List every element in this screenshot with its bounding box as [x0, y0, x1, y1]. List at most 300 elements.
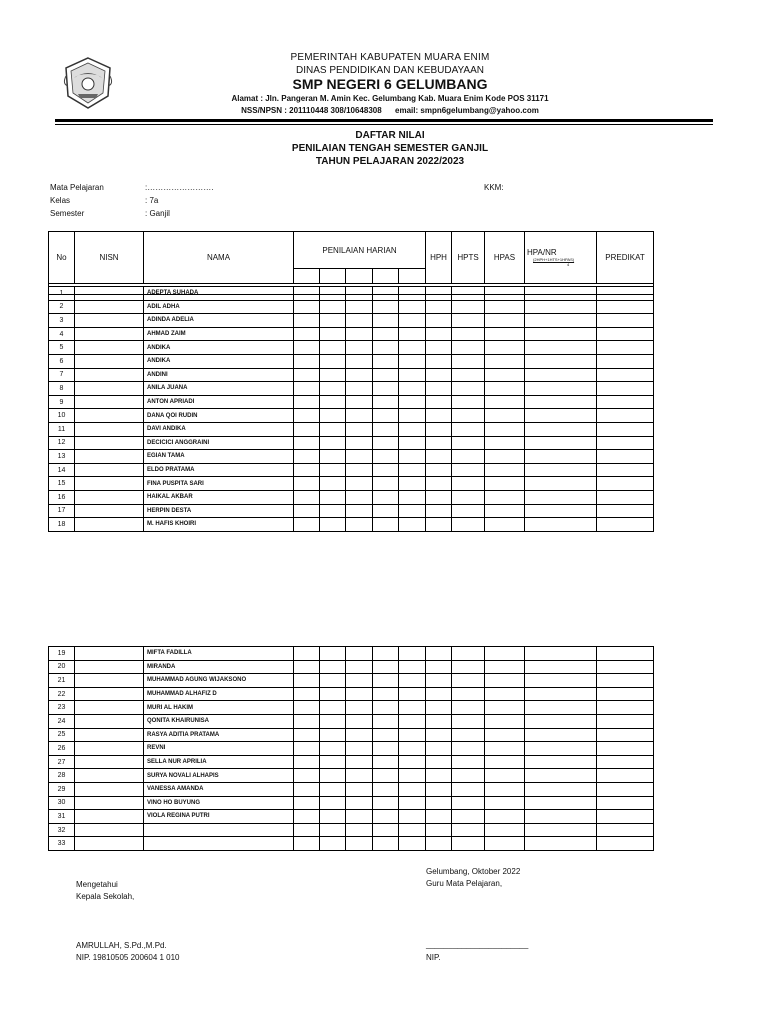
ph-2-cell[interactable]: [320, 660, 346, 674]
ph-2-cell[interactable]: [320, 782, 346, 796]
hpas-cell[interactable]: [485, 504, 525, 518]
ph-4-cell[interactable]: [373, 368, 399, 382]
ph-3-cell[interactable]: [346, 796, 373, 810]
ph-4-cell[interactable]: [373, 701, 399, 715]
hpts-cell[interactable]: [452, 647, 485, 661]
predikat-cell[interactable]: [597, 701, 654, 715]
ph-4-cell[interactable]: [373, 796, 399, 810]
hpa-nr-cell[interactable]: [525, 436, 597, 450]
predikat-cell[interactable]: [597, 714, 654, 728]
hph-cell[interactable]: [426, 742, 452, 756]
hpa-nr-cell[interactable]: [525, 477, 597, 491]
ph-5-cell[interactable]: [399, 490, 426, 504]
predikat-cell[interactable]: [597, 490, 654, 504]
ph-5-cell[interactable]: [399, 422, 426, 436]
ph-3-cell[interactable]: [346, 728, 373, 742]
nisn-cell[interactable]: [75, 518, 144, 532]
ph-3-cell[interactable]: [346, 395, 373, 409]
ph-3-cell[interactable]: [346, 714, 373, 728]
nisn-cell[interactable]: [75, 354, 144, 368]
hpa-nr-cell[interactable]: [525, 504, 597, 518]
hph-cell[interactable]: [426, 287, 452, 301]
hpts-cell[interactable]: [452, 395, 485, 409]
ph-4-cell[interactable]: [373, 450, 399, 464]
predikat-cell[interactable]: [597, 687, 654, 701]
ph-5-cell[interactable]: [399, 382, 426, 396]
predikat-cell[interactable]: [597, 518, 654, 532]
ph-5-cell[interactable]: [399, 450, 426, 464]
ph-4-cell[interactable]: [373, 477, 399, 491]
hpas-cell[interactable]: [485, 287, 525, 301]
ph-2-cell[interactable]: [320, 287, 346, 301]
ph-2-cell[interactable]: [320, 714, 346, 728]
hpts-cell[interactable]: [452, 287, 485, 301]
ph-3-cell[interactable]: [346, 477, 373, 491]
hph-cell[interactable]: [426, 837, 452, 851]
ph-5-cell[interactable]: [399, 395, 426, 409]
ph-3-cell[interactable]: [346, 327, 373, 341]
hpa-nr-cell[interactable]: [525, 796, 597, 810]
hpa-nr-cell[interactable]: [525, 368, 597, 382]
ph-5-cell[interactable]: [399, 701, 426, 715]
ph-3-cell[interactable]: [346, 490, 373, 504]
ph-1-cell[interactable]: [294, 810, 320, 824]
hph-cell[interactable]: [426, 687, 452, 701]
ph-1-cell[interactable]: [294, 687, 320, 701]
ph-2-cell[interactable]: [320, 701, 346, 715]
hph-cell[interactable]: [426, 518, 452, 532]
ph-4-cell[interactable]: [373, 647, 399, 661]
predikat-cell[interactable]: [597, 327, 654, 341]
ph-3-cell[interactable]: [346, 422, 373, 436]
hpas-cell[interactable]: [485, 647, 525, 661]
hpas-cell[interactable]: [485, 354, 525, 368]
ph-3-cell[interactable]: [346, 300, 373, 314]
nisn-cell[interactable]: [75, 409, 144, 423]
nisn-cell[interactable]: [75, 687, 144, 701]
hpas-cell[interactable]: [485, 687, 525, 701]
hpts-cell[interactable]: [452, 782, 485, 796]
ph-3-cell[interactable]: [346, 382, 373, 396]
nisn-cell[interactable]: [75, 287, 144, 301]
hpas-cell[interactable]: [485, 674, 525, 688]
ph-3-cell[interactable]: [346, 518, 373, 532]
ph-2-cell[interactable]: [320, 837, 346, 851]
ph-3-cell[interactable]: [346, 436, 373, 450]
ph-1-cell[interactable]: [294, 714, 320, 728]
hpa-nr-cell[interactable]: [525, 395, 597, 409]
hpts-cell[interactable]: [452, 382, 485, 396]
hph-cell[interactable]: [426, 728, 452, 742]
hpts-cell[interactable]: [452, 463, 485, 477]
hpa-nr-cell[interactable]: [525, 327, 597, 341]
ph-1-cell[interactable]: [294, 463, 320, 477]
predikat-cell[interactable]: [597, 837, 654, 851]
ph-5-cell[interactable]: [399, 354, 426, 368]
hpa-nr-cell[interactable]: [525, 463, 597, 477]
hpas-cell[interactable]: [485, 300, 525, 314]
hpa-nr-cell[interactable]: [525, 823, 597, 837]
nisn-cell[interactable]: [75, 422, 144, 436]
ph-2-cell[interactable]: [320, 742, 346, 756]
predikat-cell[interactable]: [597, 341, 654, 355]
hpa-nr-cell[interactable]: [525, 422, 597, 436]
hpas-cell[interactable]: [485, 742, 525, 756]
hpts-cell[interactable]: [452, 300, 485, 314]
ph-5-cell[interactable]: [399, 810, 426, 824]
ph-1-cell[interactable]: [294, 287, 320, 301]
ph-3-cell[interactable]: [346, 742, 373, 756]
nisn-cell[interactable]: [75, 477, 144, 491]
hpa-nr-cell[interactable]: [525, 714, 597, 728]
hpts-cell[interactable]: [452, 368, 485, 382]
predikat-cell[interactable]: [597, 450, 654, 464]
ph-1-cell[interactable]: [294, 674, 320, 688]
hpas-cell[interactable]: [485, 490, 525, 504]
ph-1-cell[interactable]: [294, 660, 320, 674]
hpas-cell[interactable]: [485, 660, 525, 674]
ph-2-cell[interactable]: [320, 490, 346, 504]
ph-2-cell[interactable]: [320, 382, 346, 396]
hpa-nr-cell[interactable]: [525, 354, 597, 368]
ph-3-cell[interactable]: [346, 837, 373, 851]
hpts-cell[interactable]: [452, 701, 485, 715]
ph-5-cell[interactable]: [399, 327, 426, 341]
nisn-cell[interactable]: [75, 755, 144, 769]
ph-4-cell[interactable]: [373, 314, 399, 328]
ph-2-cell[interactable]: [320, 436, 346, 450]
ph-4-cell[interactable]: [373, 674, 399, 688]
ph-1-cell[interactable]: [294, 368, 320, 382]
hph-cell[interactable]: [426, 796, 452, 810]
ph-1-cell[interactable]: [294, 647, 320, 661]
ph-1-cell[interactable]: [294, 341, 320, 355]
ph-2-cell[interactable]: [320, 477, 346, 491]
nisn-cell[interactable]: [75, 837, 144, 851]
hpts-cell[interactable]: [452, 504, 485, 518]
ph-4-cell[interactable]: [373, 518, 399, 532]
ph-5-cell[interactable]: [399, 714, 426, 728]
ph-3-cell[interactable]: [346, 782, 373, 796]
ph-4-cell[interactable]: [373, 837, 399, 851]
hpts-cell[interactable]: [452, 823, 485, 837]
ph-5-cell[interactable]: [399, 755, 426, 769]
hph-cell[interactable]: [426, 450, 452, 464]
predikat-cell[interactable]: [597, 354, 654, 368]
hpts-cell[interactable]: [452, 436, 485, 450]
predikat-cell[interactable]: [597, 477, 654, 491]
ph-4-cell[interactable]: [373, 504, 399, 518]
hph-cell[interactable]: [426, 782, 452, 796]
ph-5-cell[interactable]: [399, 463, 426, 477]
ph-1-cell[interactable]: [294, 796, 320, 810]
ph-4-cell[interactable]: [373, 354, 399, 368]
ph-2-cell[interactable]: [320, 422, 346, 436]
ph-5-cell[interactable]: [399, 504, 426, 518]
hph-cell[interactable]: [426, 354, 452, 368]
ph-5-cell[interactable]: [399, 823, 426, 837]
hpa-nr-cell[interactable]: [525, 769, 597, 783]
predikat-cell[interactable]: [597, 436, 654, 450]
ph-1-cell[interactable]: [294, 354, 320, 368]
hpa-nr-cell[interactable]: [525, 782, 597, 796]
hpas-cell[interactable]: [485, 409, 525, 423]
ph-2-cell[interactable]: [320, 395, 346, 409]
hpa-nr-cell[interactable]: [525, 518, 597, 532]
ph-5-cell[interactable]: [399, 674, 426, 688]
nisn-cell[interactable]: [75, 382, 144, 396]
hpas-cell[interactable]: [485, 382, 525, 396]
hpa-nr-cell[interactable]: [525, 300, 597, 314]
hpa-nr-cell[interactable]: [525, 490, 597, 504]
ph-4-cell[interactable]: [373, 490, 399, 504]
hpts-cell[interactable]: [452, 755, 485, 769]
ph-2-cell[interactable]: [320, 314, 346, 328]
nisn-cell[interactable]: [75, 314, 144, 328]
ph-3-cell[interactable]: [346, 341, 373, 355]
hpts-cell[interactable]: [452, 810, 485, 824]
nisn-cell[interactable]: [75, 728, 144, 742]
predikat-cell[interactable]: [597, 674, 654, 688]
hpas-cell[interactable]: [485, 450, 525, 464]
ph-2-cell[interactable]: [320, 409, 346, 423]
predikat-cell[interactable]: [597, 742, 654, 756]
predikat-cell[interactable]: [597, 810, 654, 824]
ph-1-cell[interactable]: [294, 837, 320, 851]
hpas-cell[interactable]: [485, 327, 525, 341]
ph-3-cell[interactable]: [346, 409, 373, 423]
ph-4-cell[interactable]: [373, 287, 399, 301]
ph-4-cell[interactable]: [373, 422, 399, 436]
hpa-nr-cell[interactable]: [525, 674, 597, 688]
ph-2-cell[interactable]: [320, 728, 346, 742]
ph-2-cell[interactable]: [320, 354, 346, 368]
hpa-nr-cell[interactable]: [525, 409, 597, 423]
ph-4-cell[interactable]: [373, 436, 399, 450]
predikat-cell[interactable]: [597, 463, 654, 477]
ph-5-cell[interactable]: [399, 341, 426, 355]
predikat-cell[interactable]: [597, 422, 654, 436]
hpts-cell[interactable]: [452, 518, 485, 532]
hpts-cell[interactable]: [452, 837, 485, 851]
hph-cell[interactable]: [426, 382, 452, 396]
hph-cell[interactable]: [426, 463, 452, 477]
nisn-cell[interactable]: [75, 463, 144, 477]
predikat-cell[interactable]: [597, 504, 654, 518]
hpa-nr-cell[interactable]: [525, 810, 597, 824]
predikat-cell[interactable]: [597, 755, 654, 769]
ph-2-cell[interactable]: [320, 300, 346, 314]
hph-cell[interactable]: [426, 300, 452, 314]
ph-3-cell[interactable]: [346, 687, 373, 701]
predikat-cell[interactable]: [597, 382, 654, 396]
ph-3-cell[interactable]: [346, 314, 373, 328]
hpas-cell[interactable]: [485, 463, 525, 477]
hpa-nr-cell[interactable]: [525, 701, 597, 715]
ph-1-cell[interactable]: [294, 450, 320, 464]
predikat-cell[interactable]: [597, 368, 654, 382]
ph-1-cell[interactable]: [294, 742, 320, 756]
ph-5-cell[interactable]: [399, 368, 426, 382]
hpas-cell[interactable]: [485, 701, 525, 715]
ph-5-cell[interactable]: [399, 436, 426, 450]
ph-5-cell[interactable]: [399, 796, 426, 810]
ph-5-cell[interactable]: [399, 409, 426, 423]
ph-2-cell[interactable]: [320, 674, 346, 688]
ph-3-cell[interactable]: [346, 368, 373, 382]
ph-1-cell[interactable]: [294, 422, 320, 436]
predikat-cell[interactable]: [597, 647, 654, 661]
hph-cell[interactable]: [426, 422, 452, 436]
ph-1-cell[interactable]: [294, 409, 320, 423]
hpa-nr-cell[interactable]: [525, 287, 597, 301]
nisn-cell[interactable]: [75, 490, 144, 504]
ph-2-cell[interactable]: [320, 518, 346, 532]
hph-cell[interactable]: [426, 477, 452, 491]
hpts-cell[interactable]: [452, 409, 485, 423]
hpas-cell[interactable]: [485, 796, 525, 810]
hpas-cell[interactable]: [485, 728, 525, 742]
hpas-cell[interactable]: [485, 395, 525, 409]
ph-1-cell[interactable]: [294, 782, 320, 796]
ph-3-cell[interactable]: [346, 769, 373, 783]
ph-1-cell[interactable]: [294, 518, 320, 532]
ph-1-cell[interactable]: [294, 701, 320, 715]
predikat-cell[interactable]: [597, 300, 654, 314]
hph-cell[interactable]: [426, 647, 452, 661]
nisn-cell[interactable]: [75, 647, 144, 661]
ph-2-cell[interactable]: [320, 327, 346, 341]
nisn-cell[interactable]: [75, 674, 144, 688]
ph-2-cell[interactable]: [320, 341, 346, 355]
hph-cell[interactable]: [426, 409, 452, 423]
ph-5-cell[interactable]: [399, 782, 426, 796]
ph-1-cell[interactable]: [294, 769, 320, 783]
ph-2-cell[interactable]: [320, 796, 346, 810]
nisn-cell[interactable]: [75, 450, 144, 464]
ph-3-cell[interactable]: [346, 701, 373, 715]
ph-1-cell[interactable]: [294, 314, 320, 328]
predikat-cell[interactable]: [597, 796, 654, 810]
hpts-cell[interactable]: [452, 450, 485, 464]
hpts-cell[interactable]: [452, 314, 485, 328]
hpa-nr-cell[interactable]: [525, 755, 597, 769]
ph-5-cell[interactable]: [399, 660, 426, 674]
ph-3-cell[interactable]: [346, 287, 373, 301]
nisn-cell[interactable]: [75, 796, 144, 810]
hpa-nr-cell[interactable]: [525, 687, 597, 701]
ph-2-cell[interactable]: [320, 823, 346, 837]
hpas-cell[interactable]: [485, 810, 525, 824]
hpas-cell[interactable]: [485, 436, 525, 450]
ph-1-cell[interactable]: [294, 823, 320, 837]
hph-cell[interactable]: [426, 368, 452, 382]
hpas-cell[interactable]: [485, 755, 525, 769]
nisn-cell[interactable]: [75, 368, 144, 382]
nisn-cell[interactable]: [75, 660, 144, 674]
predikat-cell[interactable]: [597, 660, 654, 674]
nisn-cell[interactable]: [75, 810, 144, 824]
hpas-cell[interactable]: [485, 837, 525, 851]
ph-1-cell[interactable]: [294, 395, 320, 409]
nisn-cell[interactable]: [75, 327, 144, 341]
hpts-cell[interactable]: [452, 674, 485, 688]
ph-4-cell[interactable]: [373, 782, 399, 796]
hpa-nr-cell[interactable]: [525, 728, 597, 742]
ph-5-cell[interactable]: [399, 518, 426, 532]
hpts-cell[interactable]: [452, 327, 485, 341]
ph-3-cell[interactable]: [346, 823, 373, 837]
hpts-cell[interactable]: [452, 354, 485, 368]
hpas-cell[interactable]: [485, 422, 525, 436]
ph-1-cell[interactable]: [294, 300, 320, 314]
ph-2-cell[interactable]: [320, 463, 346, 477]
ph-4-cell[interactable]: [373, 742, 399, 756]
ph-4-cell[interactable]: [373, 687, 399, 701]
hpa-nr-cell[interactable]: [525, 341, 597, 355]
ph-4-cell[interactable]: [373, 714, 399, 728]
hpts-cell[interactable]: [452, 660, 485, 674]
predikat-cell[interactable]: [597, 728, 654, 742]
ph-1-cell[interactable]: [294, 477, 320, 491]
hph-cell[interactable]: [426, 701, 452, 715]
predikat-cell[interactable]: [597, 287, 654, 301]
hph-cell[interactable]: [426, 314, 452, 328]
ph-2-cell[interactable]: [320, 368, 346, 382]
ph-2-cell[interactable]: [320, 450, 346, 464]
ph-2-cell[interactable]: [320, 647, 346, 661]
ph-4-cell[interactable]: [373, 823, 399, 837]
ph-5-cell[interactable]: [399, 647, 426, 661]
nisn-cell[interactable]: [75, 823, 144, 837]
ph-3-cell[interactable]: [346, 463, 373, 477]
ph-2-cell[interactable]: [320, 687, 346, 701]
predikat-cell[interactable]: [597, 823, 654, 837]
hph-cell[interactable]: [426, 714, 452, 728]
predikat-cell[interactable]: [597, 769, 654, 783]
nisn-cell[interactable]: [75, 742, 144, 756]
hpts-cell[interactable]: [452, 769, 485, 783]
hph-cell[interactable]: [426, 341, 452, 355]
ph-3-cell[interactable]: [346, 660, 373, 674]
ph-4-cell[interactable]: [373, 728, 399, 742]
hpts-cell[interactable]: [452, 742, 485, 756]
hph-cell[interactable]: [426, 436, 452, 450]
ph-4-cell[interactable]: [373, 755, 399, 769]
hpas-cell[interactable]: [485, 314, 525, 328]
nisn-cell[interactable]: [75, 714, 144, 728]
hpas-cell[interactable]: [485, 782, 525, 796]
nisn-cell[interactable]: [75, 300, 144, 314]
ph-4-cell[interactable]: [373, 300, 399, 314]
hpa-nr-cell[interactable]: [525, 450, 597, 464]
nisn-cell[interactable]: [75, 701, 144, 715]
predikat-cell[interactable]: [597, 782, 654, 796]
ph-2-cell[interactable]: [320, 755, 346, 769]
ph-4-cell[interactable]: [373, 810, 399, 824]
nisn-cell[interactable]: [75, 782, 144, 796]
hpa-nr-cell[interactable]: [525, 837, 597, 851]
ph-3-cell[interactable]: [346, 674, 373, 688]
ph-1-cell[interactable]: [294, 728, 320, 742]
hpts-cell[interactable]: [452, 714, 485, 728]
hpas-cell[interactable]: [485, 341, 525, 355]
ph-5-cell[interactable]: [399, 742, 426, 756]
nisn-cell[interactable]: [75, 395, 144, 409]
hpa-nr-cell[interactable]: [525, 382, 597, 396]
ph-5-cell[interactable]: [399, 687, 426, 701]
nisn-cell[interactable]: [75, 769, 144, 783]
